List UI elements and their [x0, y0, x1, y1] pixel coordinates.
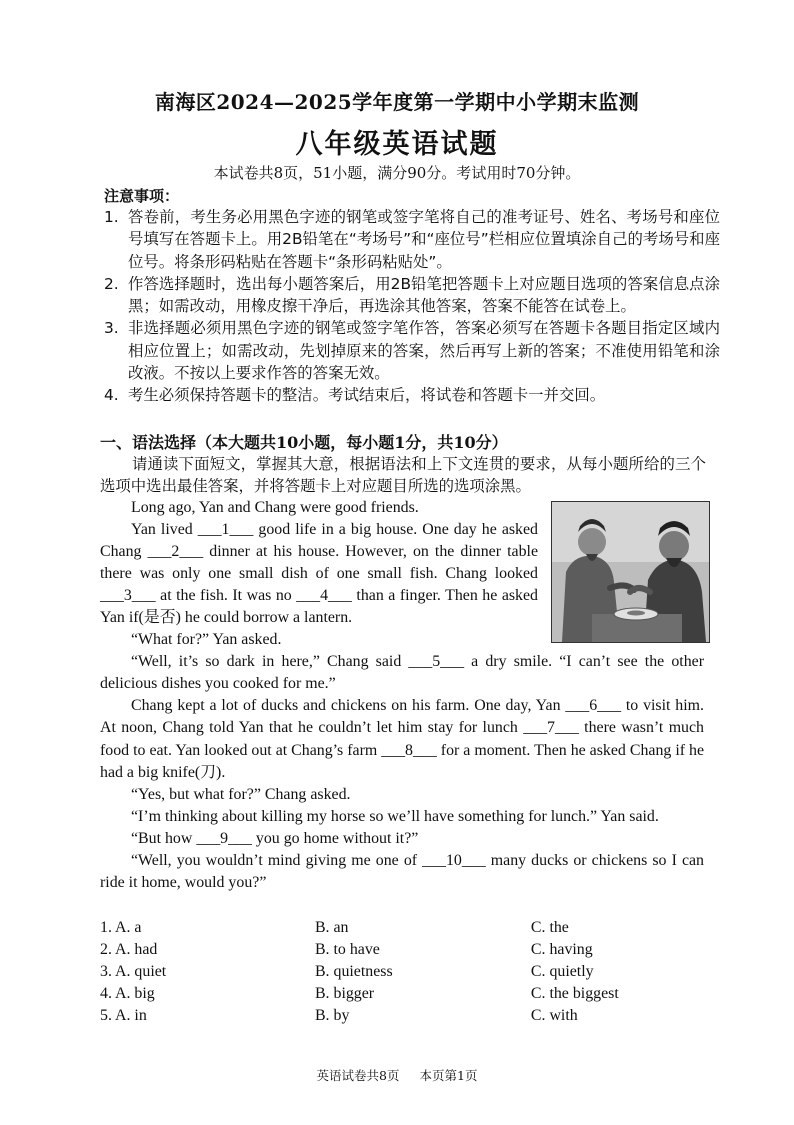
- passage-paragraph: “What for?” Yan asked.: [131, 631, 282, 649]
- note-number: 4.: [104, 386, 119, 405]
- passage-paragraph: Long ago, Yan and Chang were good friends.: [131, 499, 419, 516]
- note-item: [104, 317, 720, 384]
- option-b: B. an: [314, 919, 349, 936]
- option-c: C. quietly: [530, 963, 594, 981]
- option-row: [100, 1005, 720, 1027]
- illustration-drawing: [552, 502, 709, 642]
- note-number: 1.: [104, 208, 119, 226]
- note-text: 答卷前，考生务必用黑色字迹的钢笔或签字笔将自己的准考证号、姓名、考场号和座位号填写在答题卡上。用2B铅笔在“考场号”和“座位号”栏相应位置填涂自己的考场号和座位号。将条形码粘贴在答题卡“条形码粘贴处”。: [128, 208, 720, 271]
- option-c: C. the biggest: [530, 985, 619, 1003]
- option-b: B. to have: [314, 941, 380, 959]
- options-list: [100, 917, 720, 1027]
- passage-paragraph: “Well, you wouldn’t mind giving me one of ___10___ many ducks or chickens so I can ride it home, would you?”: [100, 851, 704, 891]
- passage-paragraph: “But how ___9___ you go home without it?”: [131, 829, 419, 847]
- exam-meta: 本试卷共8页，51小题，满分90分。考试用时70分钟。: [213, 164, 581, 182]
- note-text: 考生必须保持答题卡的整洁。考试结束后，将试卷和答题卡一并交回。: [128, 386, 606, 405]
- passage-paragraph: Yan lived ___1___ good life in a big house. One day he asked Chang ___2___ dinner at his house. However, on the dinner table there was only one small dish of one small fish. Chang looked ___3___ at the fish. It was no ___4___ than a finger. Then he asked Yan if(是否) he could borrow a lantern.: [100, 521, 538, 627]
- exam-subtitle: 八年级英语试题: [295, 129, 499, 160]
- footer-total-pages: 英语试卷共8页: [316, 1068, 400, 1083]
- note-number: 3.: [104, 319, 119, 338]
- option-a: 5. A. in: [100, 1007, 147, 1025]
- note-item: [104, 206, 720, 273]
- option-a: 2. A. had: [100, 941, 158, 959]
- page-footer: [0, 1066, 794, 1084]
- option-a: 4. A. big: [100, 985, 155, 1003]
- footer-page-number: 本页第1页: [419, 1068, 478, 1083]
- option-a: 1. A. a: [100, 919, 142, 936]
- option-c: C. having: [530, 941, 593, 959]
- passage-paragraph: “Yes, but what for?” Chang asked.: [131, 785, 351, 803]
- option-c: C. with: [530, 1007, 578, 1025]
- option-row: [100, 939, 720, 961]
- note-text: 非选择题必须用黑色字迹的钢笔或签字笔作答，答案必须写在答题卡各题目指定区域内相应位置上；如需改动，先划掉原来的答案，然后再写上新的答案；不准使用铅笔和涂改液。不按以上要求作答的答案无效。: [128, 319, 720, 383]
- option-row: [100, 961, 720, 983]
- option-b: B. quietness: [314, 963, 393, 981]
- notes-heading: 注意事项：: [104, 187, 180, 205]
- passage-paragraph: “Well, it’s so dark in here,” Chang said ___5___ a dry smile. “I can’t see the other delicious dishes you cooked for me.”: [100, 653, 704, 693]
- option-row: [100, 983, 720, 1005]
- option-b: B. bigger: [314, 985, 375, 1003]
- note-number: 2.: [104, 274, 119, 293]
- note-text: 作答选择题时，选出每小题答案后，用2B铅笔把答题卡上对应题目选项的答案信息点涂黑；如需改动，用橡皮擦干净后，再选涂其他答案，答案不能答在试卷上。: [128, 274, 720, 316]
- section-heading: 一、语法选择（本大题共10小题，每小题1分，共10分）: [100, 433, 508, 452]
- option-a: 3. A. quiet: [100, 963, 167, 981]
- passage-paragraph: “I’m thinking about killing my horse so we’ll have something for lunch.” Yan said.: [131, 807, 659, 825]
- option-c: C. the: [530, 919, 569, 936]
- section-instruction: 请通读下面短文，掌握其大意，根据语法和上下文连贯的要求，从每小题所给的三个选项中选出最佳答案，并将答题卡上对应题目所选的选项涂黑。: [100, 455, 706, 496]
- option-b: B. by: [314, 1007, 350, 1025]
- note-item: [104, 273, 720, 318]
- passage-paragraph: Chang kept a lot of ducks and chickens on his farm. One day, Yan ___6___ to visit him. At noon, Chang told Yan that he couldn’t let him stay for lunch ___7___ there wasn’t much food to eat. Yan looked out at Chang’s farm ___8___ for a moment. Then he asked Chang if he had a big knife(刀).: [100, 697, 704, 781]
- story-illustration: [551, 501, 710, 643]
- exam-title: 南海区2024—2025学年度第一学期中小学期末监测: [154, 90, 640, 114]
- option-row: [100, 917, 720, 939]
- note-item: [104, 384, 720, 406]
- notes-list: [104, 206, 720, 407]
